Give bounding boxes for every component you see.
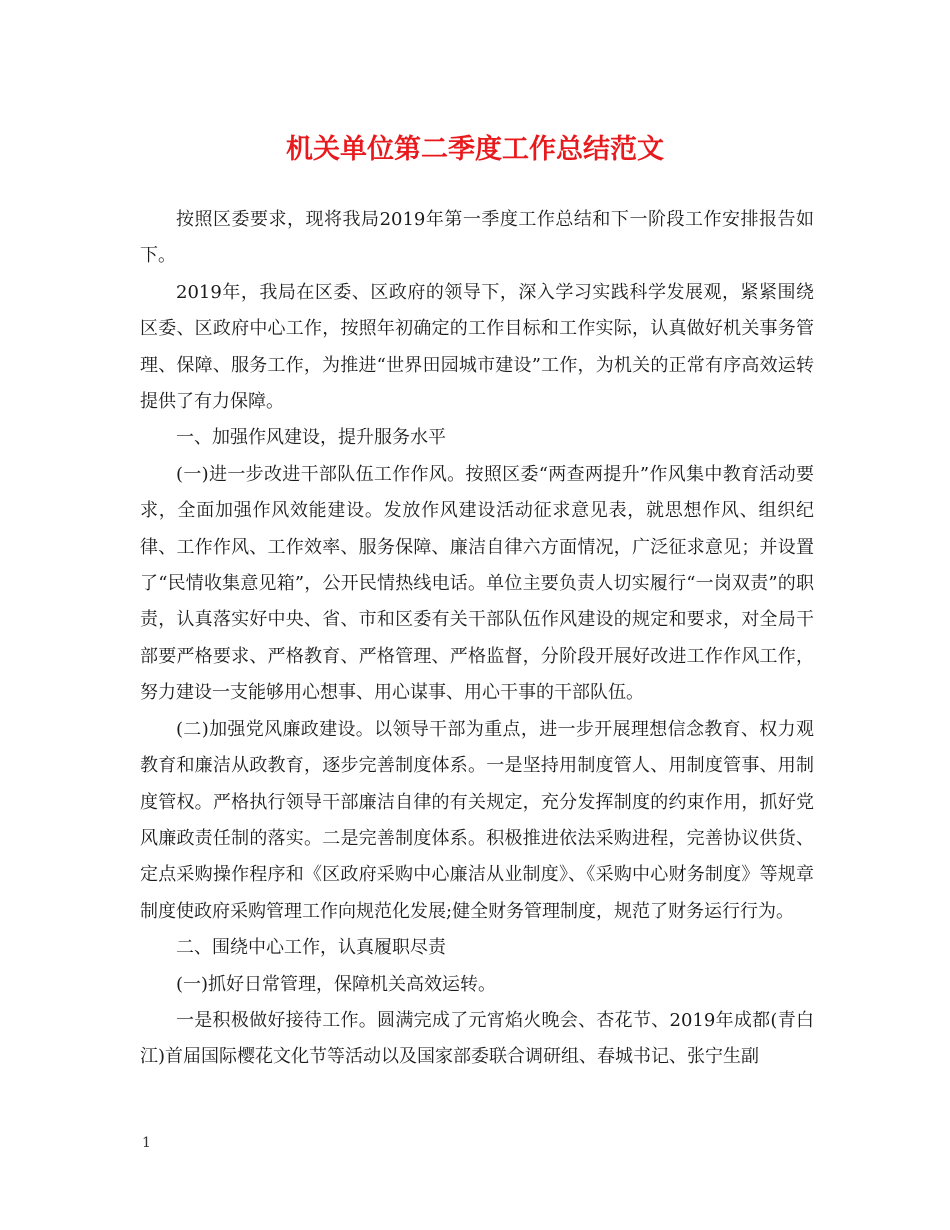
subsection-heading-1: (一)抓好日常管理，保障机关高效运转。: [176, 973, 497, 995]
paragraph-integrity: (二)加强党风廉政建设。以领导干部为重点，进一步开展理想信念教育、权力观教育和廉洁从政教育，逐步完善制度体系。一是坚持用制度管人、用制度管事、用制度管权。严格执行领导干部廉洁自律的有关规定，充分发挥制度的约束作用，抓好党风廉政责任制的落实。二是完善制度体系。积极推进依法采购进程，完善协议供货、定点采购操作程序和《区政府采购中心廉洁从业制度》、《采购中心财务制度》等规章制度使政府采购管理工作向规范化发展;健全财务管理制度，规范了财务运行行为。: [140, 718, 814, 922]
paragraph-overview: 2019年，我局在区委、区政府的领导下，深入学习实践科学发展观，紧紧围绕区委、区政府中心工作，按照年初确定的工作目标和工作实际，认真做好机关事务管理、保障、服务工作，为推进“世界田园城市建设”工作，为机关的正常有序高效运转提供了有力保障。: [140, 281, 814, 413]
paragraph-reception: 一是积极做好接待工作。圆满完成了元宵焰火晚会、杏花节、2019年成都(青白江)首届国际樱花文化节等活动以及国家部委联合调研组、春城书记、张宁生副: [140, 1009, 814, 1068]
page-title: 机关单位第二季度工作总结范文: [286, 134, 664, 165]
document-body: [140, 202, 814, 1076]
paragraph-work-style: (一)进一步改进干部队伍工作作风。按照区委“两查两提升”作风集中教育活动要求，全面加强作风效能建设。发放作风建设活动征求意见表，就思想作风、组织纪律、工作作风、工作效率、服务保障、廉洁自律六方面情况，广泛征求意见；并设置了“民情收集意见箱”，公开民情热线电话。单位主要负责人切实履行“一岗双责”的职责，认真落实好中央、省、市和区委有关干部队伍作风建设的规定和要求，对全局干部要严格要求、严格教育、严格管理、严格监督，分阶段开展好改进工作作风工作，努力建设一支能够用心想事、用心谋事、用心干事的干部队伍。: [140, 463, 814, 704]
section-heading-2: 二、围绕中心工作，认真履职尽责: [176, 937, 446, 959]
section-heading-1: 一、加强作风建设，提升服务水平: [176, 427, 446, 449]
page-number: 1: [142, 1135, 151, 1151]
paragraph-intro: 按照区委要求，现将我局2019年第一季度工作总结和下一阶段工作安排报告如下。: [140, 209, 814, 267]
